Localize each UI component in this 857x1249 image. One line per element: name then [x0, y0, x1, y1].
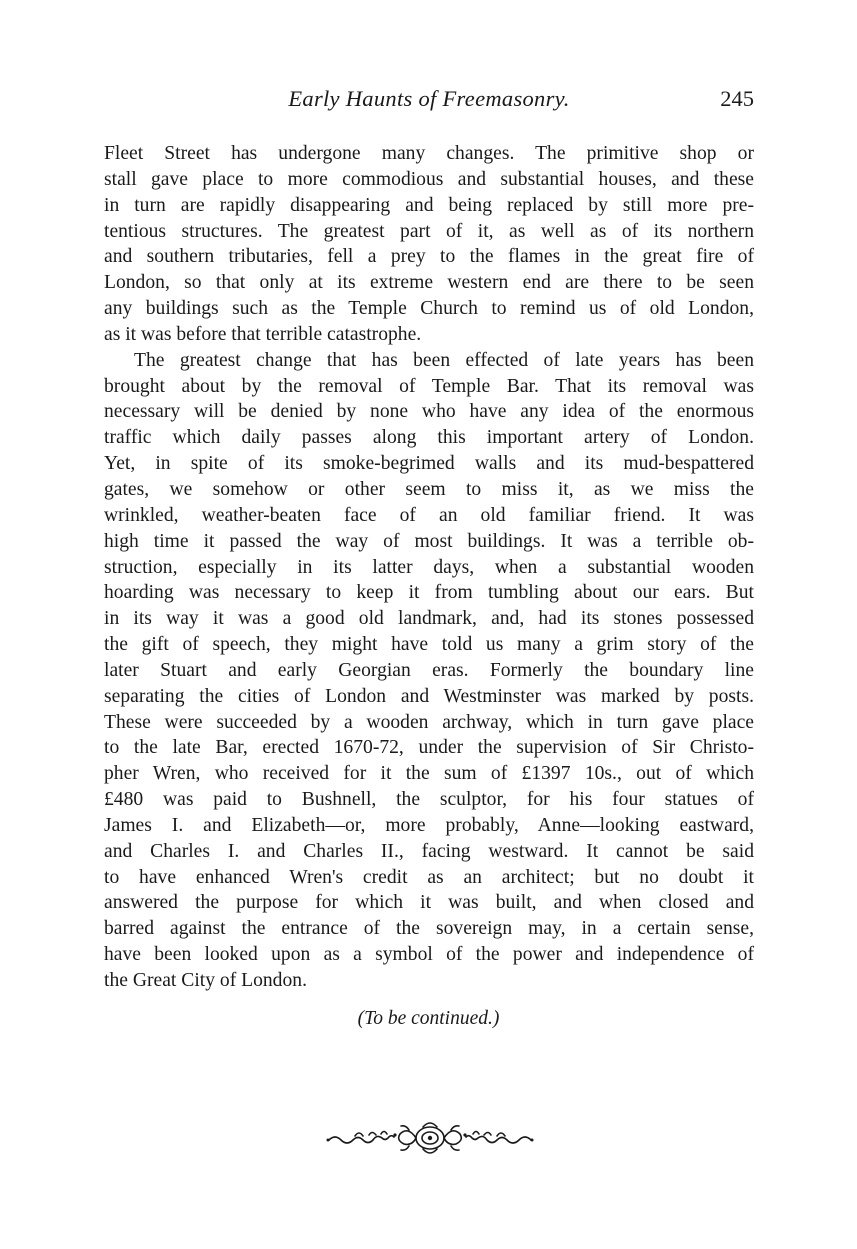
- text-line: The greatest change that has been effected of late years has been: [134, 349, 754, 371]
- text-line: to the late Bar, erected 1670-72, under the supervision of Sir Christo-: [104, 737, 754, 759]
- to-be-continued-note: [0, 1008, 857, 1030]
- text-line: any buildings such as the Temple Church to remind us of old London,: [104, 298, 754, 320]
- decorative-tailpiece-icon: [325, 1118, 535, 1158]
- page-number: 245: [720, 86, 754, 111]
- text-line: £480 was paid to Bushnell, the sculptor, for his four statues of: [104, 789, 754, 811]
- running-title: Early Haunts of Freemasonry.: [288, 86, 570, 111]
- text-line: London, so that only at its extreme western end are there to be seen: [104, 272, 754, 294]
- text-line: barred against the entrance of the sovereign may, in a certain sense,: [104, 918, 754, 940]
- text-line: stall gave place to more commodious and substantial houses, and these: [104, 168, 754, 190]
- text-line: in turn are rapidly disappearing and being replaced by still more pre-: [104, 194, 754, 216]
- text-line: have been looked upon as a symbol of the power and independence of: [104, 944, 754, 966]
- text-line: Fleet Street has undergone many changes. The primitive shop or: [104, 143, 754, 164]
- text-line: These were succeeded by a wooden archway, which in turn gave place: [104, 711, 754, 733]
- text-line: brought about by the removal of Temple Bar. That its removal was: [104, 375, 754, 397]
- text-line: and Charles I. and Charles II., facing westward. It cannot be said: [104, 840, 754, 862]
- text-line: hoarding was necessary to keep it from tumbling about our ears. But: [104, 582, 754, 604]
- text-line: the Great City of London.: [104, 970, 307, 991]
- text-line: necessary will be denied by none who have any idea of the enormous: [104, 401, 754, 423]
- text-line: later Stuart and early Georgian eras. Formerly the boundary line: [104, 659, 754, 681]
- text-line: and southern tributaries, fell a prey to the flames in the great fire of: [104, 246, 754, 268]
- text-line: separating the cities of London and Westminster was marked by posts.: [104, 685, 754, 707]
- text-line: James I. and Elizabeth—or, more probably, Anne—looking eastward,: [104, 814, 754, 836]
- to-be-continued-text: (To be continued.): [357, 1008, 500, 1029]
- text-line: pher Wren, who received for it the sum of £1397 10s., out of which: [104, 763, 754, 785]
- text-line: high time it passed the way of most buildings. It was a terrible ob-: [104, 530, 754, 552]
- text-line: answered the purpose for which it was built, and when closed and: [104, 892, 754, 914]
- text-line: tentious structures. The greatest part of it, as well as of its northern: [104, 220, 754, 242]
- text-line: traffic which daily passes along this important artery of London.: [104, 427, 754, 449]
- text-line: wrinkled, weather-beaten face of an old familiar friend. It was: [104, 504, 754, 526]
- text-line: the gift of speech, they might have told us many a grim story of the: [104, 634, 754, 656]
- text-line: in its way it was a good old landmark, and, had its stones possessed: [104, 608, 754, 630]
- text-line: gates, we somehow or other seem to miss it, as we miss the: [104, 478, 754, 500]
- body-text: [104, 141, 754, 994]
- text-line: as it was before that terrible catastrophe.: [104, 323, 422, 345]
- text-line: Yet, in spite of its smoke-begrimed walls and its mud-bespattered: [104, 453, 754, 475]
- text-line: struction, especially in its latter days, when a substantial wooden: [104, 556, 754, 578]
- paragraph-fleet-street: [104, 141, 754, 348]
- paragraph-temple-bar: [104, 348, 754, 994]
- running-head: [104, 86, 754, 116]
- text-line: to have enhanced Wren's credit as an architect; but no doubt it: [104, 866, 754, 888]
